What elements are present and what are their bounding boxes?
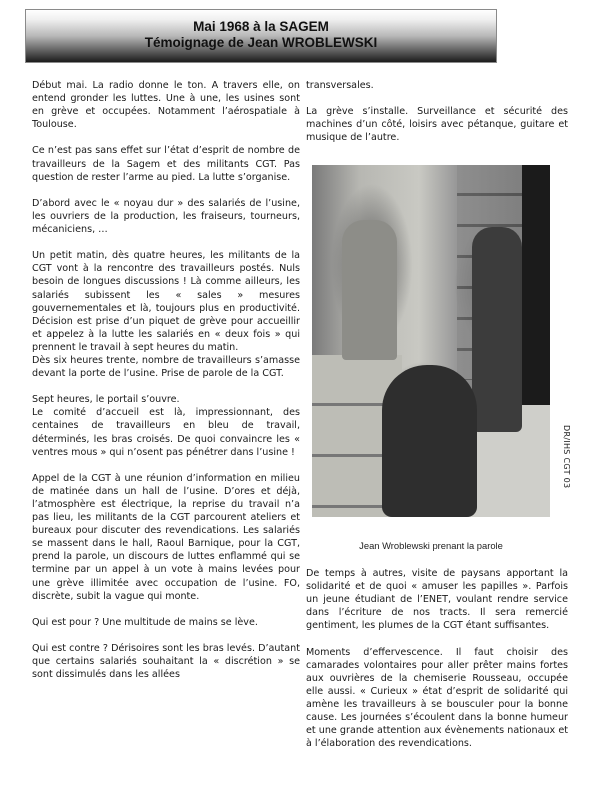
right-column-top <box>306 79 568 158</box>
paragraph: Moments d’effervescence. Il faut choisir des camarades volontaires pour aller prêter mains fortes aux ouvrières de la chemiserie Rousseau, occupée elle aussi. « Curieux » état d’esprit de solidarité qui amène les travailleurs à se bousculer pour la bonne cause. Les journées s’écoulent dans la bonne humeur et une grande attention aux évènements nationaux et à l’élaboration des revendications. <box>306 646 568 750</box>
photo-credit: DR/IHS CGT 03 <box>562 425 571 489</box>
photo-seated-man <box>382 365 477 517</box>
paragraph: Le comité d’accueil est là, impressionnant, des centaines de travailleurs en bleu de travail, déterminés, les bras croisés. De quoi convaincre les « ventres mous » qui n’osent pas pénétrer dans l’usine ! <box>32 407 300 458</box>
paragraph: Un petit matin, dès quatre heures, les militants de la CGT vont à la rencontre des travailleurs postés. Nuls besoin de longues discussions ! Là comme ailleurs, les salariés subissent les « sales » mesures gouvernementales et là, toujours plus en productivité. Décision est prise d’un piquet de grève pour accueillir et appelez à la lutte les salariés en « deux fois » qui prennent le travail à sept heures du matin. <box>32 250 300 353</box>
photo-man-from-behind <box>342 220 397 360</box>
article-header <box>25 9 497 63</box>
paragraph: Sept heures, le portail s’ouvre. <box>32 394 180 406</box>
paragraph: De temps à autres, visite de paysans apportant la solidarité et de quoi « amuser les papilles ». Parfois un jeune étudiant de l’ENET, voulant rendre service dans l’écriture de nos tracts. Il sera remercié gentiment, les plumes de la CGT étant suffisantes. <box>306 568 568 632</box>
paragraph: Qui est contre ? Dérisoires sont les bras levés. D’autant que certains salariés souhaitant la « discrétion » se sont dissimulés dans les allées <box>32 643 300 681</box>
right-column-bottom <box>306 567 568 763</box>
photo-jean-wroblewski <box>312 165 550 517</box>
paragraph: Appel de la CGT à une réunion d’information en milieu de matinée dans un hall de l’usine. D’ores et déjà, l’atmosphère est électrique, la reprise du travail n’a pas lieu, les militants de la CGT parcourent ateliers et bureaux pour discuter des revendications. Les salariés se massent dans le hall, Raoul Barnique, pour la CGT, prend la parole, un discours de luttes enflammé qui se termine par un appel à un vote à mains levées pour une grève illimitée avec occupation de l’usine. FO, discrète, subit la vague qui monte. <box>32 472 300 602</box>
photo-speaker-at-microphone <box>472 227 522 432</box>
paragraph: Qui est pour ? Une multitude de mains se lève. <box>32 616 258 628</box>
photo-doorway <box>522 165 550 405</box>
paragraph: D’abord avec le « noyau dur » des salariés de l’usine, les ouvriers de la production, les fraiseurs, tourneurs, mécaniciens, … <box>32 197 300 236</box>
article-title: Mai 1968 à la SAGEM <box>193 19 329 34</box>
photo-caption: Jean Wroblewski prenant la parole <box>359 540 503 551</box>
paragraph: Ce n’est pas sans effet sur l’état d’esprit de nombre de travailleurs de la Sagem et des militants CGT. Pas question de rester l’arme au pied. La lutte s’organise. <box>32 145 300 183</box>
article-subtitle: Témoignage de Jean WROBLEWSKI <box>144 35 378 50</box>
left-column <box>32 79 300 694</box>
paragraph: transversales. <box>306 80 374 91</box>
paragraph: Début mai. La radio donne le ton. A travers elle, on entend gronder les luttes. Une à une, les usines sont en grève et occupées. Notamment l’aérospatiale à Toulouse. <box>32 80 300 131</box>
paragraph: Dès six heures trente, nombre de travailleurs s’amasse devant la porte de l’usine. Prise de parole de la CGT. <box>32 354 300 380</box>
paragraph: La grève s’installe. Surveillance et sécurité des machines d’un côté, loisirs avec pétanque, guitare et musique de l’autre. <box>306 106 568 144</box>
